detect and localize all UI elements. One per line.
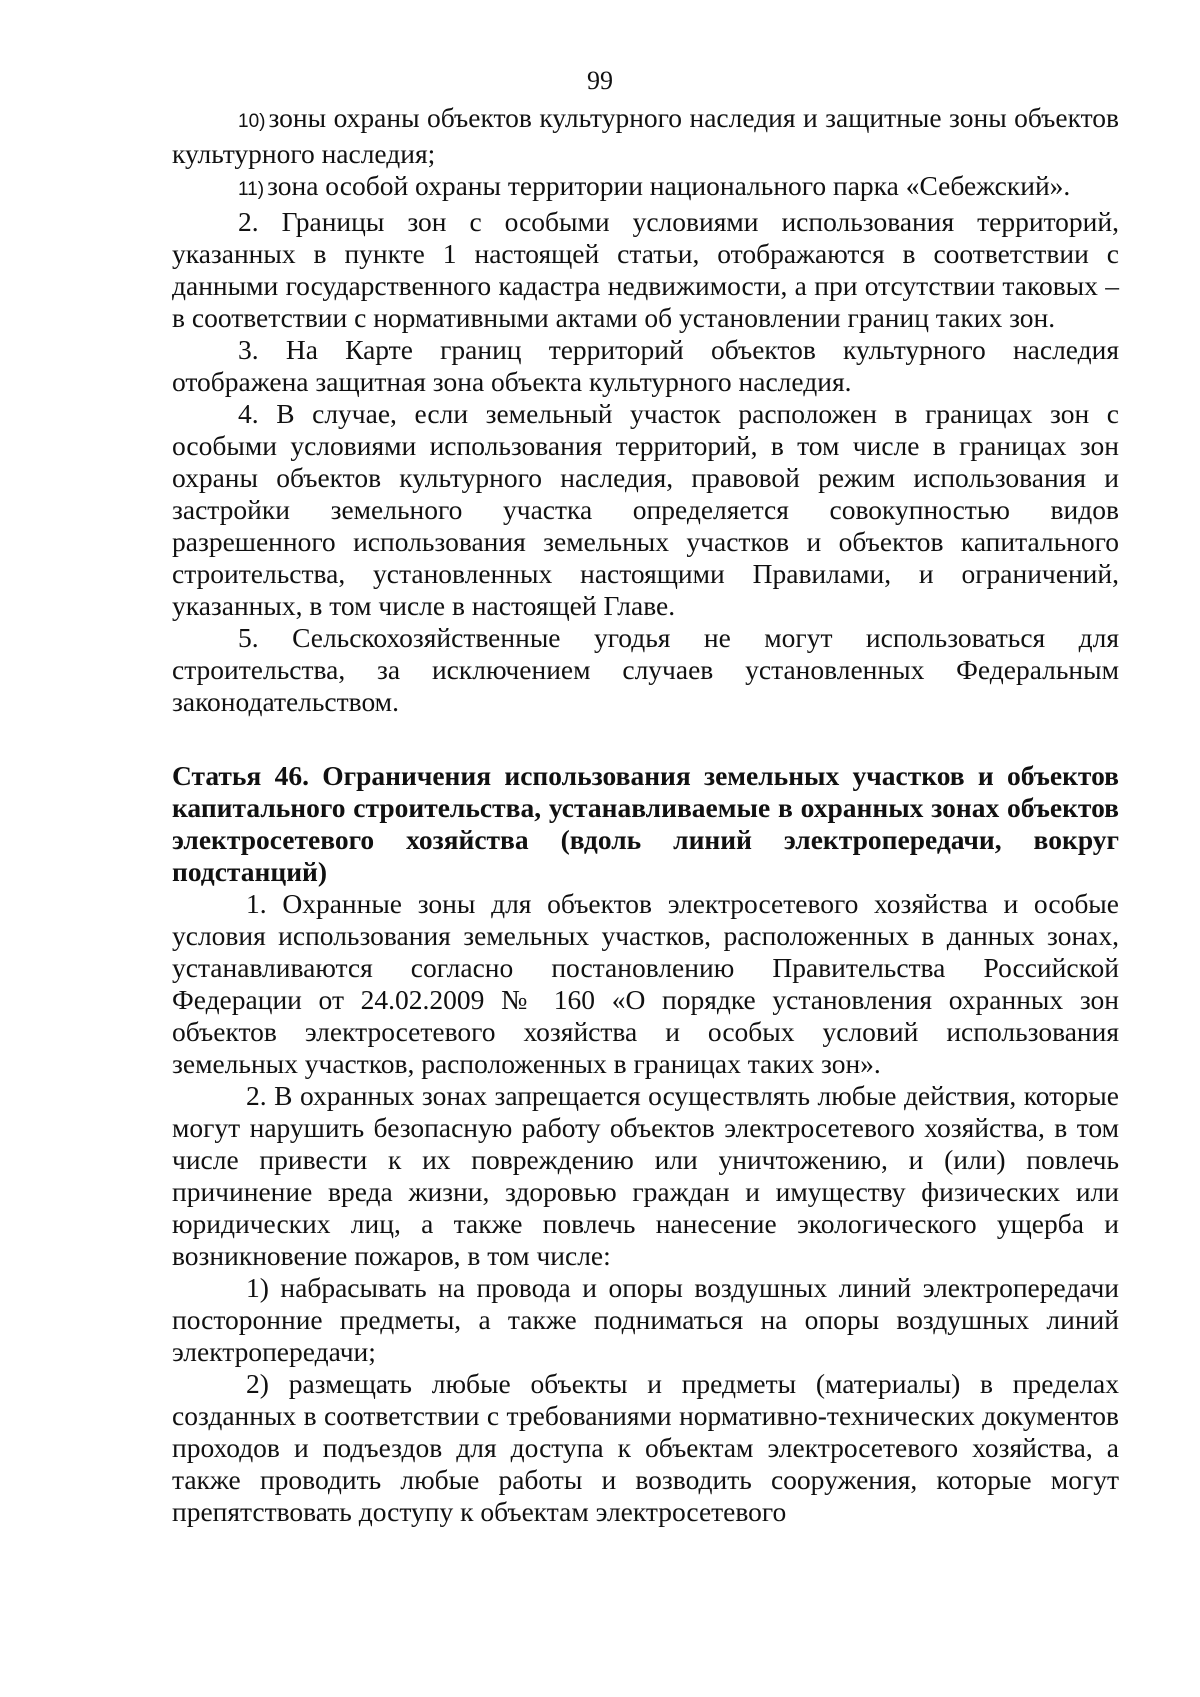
article-paragraph-2: 2. В охранных зонах запрещается осуществлять любые действия, которые могут нарушить безопасную работу объектов электросетевого хозяйства, в том числе привести к их повреждению или уничтожению, и (или) повлечь причинение вреда жизни, здоровью граждан и имуществу физических или юридических лиц, а также повлечь нанесение экологического ущерба и возникновение пожаров, в том числе: <box>172 1080 1119 1271</box>
paragraph-3: 3. На Карте границ территорий объектов культурного наследия отображена защитная зона объекта культурного наследия. <box>172 334 1119 397</box>
list-item-10 <box>172 102 1119 170</box>
list-text: зона особой охраны территории национального парка «Себежский». <box>267 170 1071 201</box>
paragraph-4: 4. В случае, если земельный участок расположен в границах зон с особыми условиями использования территорий, в том числе в границах зон охраны объектов культурного наследия, правовой режим использования и застройки земельного участка определяется совокупностью видов разрешенного использования земельных участков и объектов капитального строительства, установленных настоящими Правилами, и ограничений, указанных, в том числе в настоящей Главе. <box>172 398 1119 621</box>
article-subitem-1: 1) набрасывать на провода и опоры воздушных линий электропередачи посторонние предметы, а также подниматься на опоры воздушных линий электропередачи; <box>172 1272 1119 1367</box>
article-subitem-2: 2) размещать любые объекты и предметы (материалы) в пределах созданных в соответствии с требованиями нормативно-технических документов проходов и подъездов для доступа к объектам электросетевого хозяйства, а также проводить любые работы и возводить сооружения, которые могут препятствовать доступу к объектам электросетевого <box>172 1368 1119 1527</box>
document-body <box>172 102 1119 1528</box>
paragraph-5: 5. Сельскохозяйственные угодья не могут использоваться для строительства, за исключением случаев установленных Федеральным законодательством. <box>172 622 1119 717</box>
article-paragraph-1: 1. Охранные зоны для объектов электросетевого хозяйства и особые условия использования земельных участков, расположенных в данных зонах, устанавливаются согласно постановлению Правительства Российской Федерации от 24.02.2009 № 160 «О порядке установления охранных зон объектов электросетевого хозяйства и особых условий использования земельных участков, расположенных в границах таких зон». <box>172 888 1119 1079</box>
list-number: 11) <box>238 179 265 200</box>
page-number: 99 <box>587 66 613 95</box>
paragraph-2: 2. Границы зон с особыми условиями использования территорий, указанных в пункте 1 настоящей статьи, отображаются в соответствии с данными государственного кадастра недвижимости, а при отсутствии таковых – в соответствии с нормативными актами об установлении границ таких зон. <box>172 206 1119 333</box>
list-item-11 <box>172 170 1119 206</box>
list-text: зоны охраны объектов культурного наследия и защитные зоны объектов культурного наследия; <box>172 102 1119 169</box>
article-heading: Статья 46. Ограничения использования земельных участков и объектов капитального строительства, устанавливаемые в охранных зонах объектов электросетевого хозяйства (вдоль линий электропередачи, вокруг подстанций) <box>172 760 1119 887</box>
list-number: 10) <box>238 111 266 132</box>
